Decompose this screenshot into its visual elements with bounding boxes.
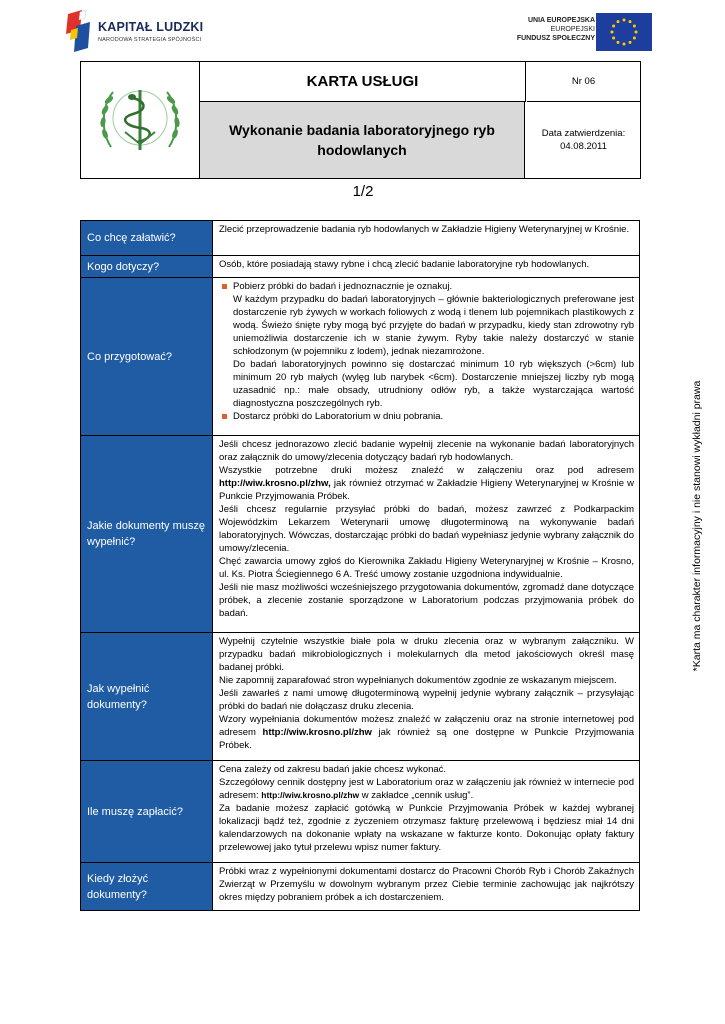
how-p4-text-a: Wzory wypełniania dokumentów możesz znaleźć w załączeniu oraz na stronie internetowej pod adresem: [219, 714, 634, 738]
row-label-what: Co chcę załatwić?: [81, 221, 213, 256]
row-value-when: Próbki wraz z wypełnionymi dokumentami dostarcz do Pracowni Chorób Ryb i Chorób Zakaźnych Zwierząt w Przemyślu w dowolnym wybranym przez Ciebie terminie zachowując jak najkrótszy okres między pobraniem próbek a ich dostarczeniem.: [213, 863, 640, 911]
prepare-bullet-1: Pobierz próbki do badań i jednoznacznie je oznakuj.: [219, 280, 634, 293]
documents-paragraph-2: [219, 464, 634, 503]
pay-link[interactable]: http://wiw.krosno.pl/zhw: [261, 790, 360, 800]
approval-date: [527, 102, 640, 178]
row-value-documents: [213, 436, 640, 633]
documents-paragraph-4: Chęć zawarcia umowy zgłoś do Kierownika Zakładu Higieny Weterynaryjnej w Krośnie – Krosno, ul. Ks. Piotra Ściegiennego 6 A. Treść umowy zostanie uzgodniona indywidualnie.: [219, 556, 634, 580]
row-label-when: Kiedy złożyć dokumenty?: [81, 863, 213, 911]
how-paragraph-1: Wypełnij czytelnie wszystkie białe pola w druku zlecenia oraz w wybranym załączniku. W przypadku badań mikrobiologicznych i molekularnych dla metod jakościowych określ masę badanej próbki.: [219, 636, 634, 673]
table-row: [81, 436, 640, 633]
kapital-ludzki-logo: [66, 8, 206, 52]
table-row: [81, 761, 640, 863]
table-row: [81, 256, 640, 278]
row-label-prepare: Co przygotować?: [81, 278, 213, 436]
documents-paragraph-3: Jeśli chcesz regularnie przysyłać próbki do badań, możesz zawrzeć z Podkarpackim Wojewódzkim Lekarzem Weterynarii umowę długoterminową na wykonywanie badań laboratoryjnych. Wówczas, dostarczając próbki do badań wypełniasz jedynie wybrany załącznik do umowy/zlecenia.: [219, 504, 634, 554]
row-label-who: Kogo dotyczy?: [81, 256, 213, 278]
vet-emblem-cell: [81, 62, 200, 178]
row-value-how: [213, 633, 640, 761]
table-row: [81, 221, 640, 256]
side-disclaimer-text: *Karta ma charakter informacyjny i nie stanowi wykładni prawa: [691, 380, 703, 671]
page-number: 1/2: [352, 183, 374, 200]
card-title: KARTA USŁUGI: [200, 62, 526, 102]
approval-date-value: 04.08.2011: [560, 141, 607, 152]
table-row: [81, 278, 640, 436]
veterinary-caduceus-icon: [81, 62, 199, 178]
eu-line-2: EUROPEJSKI: [550, 26, 595, 33]
eu-fund-text: [517, 16, 595, 43]
pay-paragraph-2: [219, 776, 634, 802]
eu-flag-icon: [596, 13, 652, 51]
row-label-documents: Jakie dokumenty muszę wypełnić?: [81, 436, 213, 633]
approval-date-label: Data zatwierdzenia:: [541, 128, 626, 139]
table-row: [81, 633, 640, 761]
prepare-bullet-2: Dostarcz próbki do Laboratorium w dniu pobrania.: [219, 410, 634, 423]
pay-p2-text-b: w zakładce „cennik usług”.: [361, 790, 474, 801]
pay-p2-text-a: Szczegółowy cennik dostępny jest w Laboratorium oraz w załączeniu jak również w internecie pod adresem:: [219, 777, 634, 801]
row-label-pay: Ile muszę zapłacić?: [81, 761, 213, 863]
row-value-prepare: [213, 278, 640, 436]
service-name: Wykonanie badania laboratoryjnego ryb hodowlanych: [200, 102, 525, 178]
how-paragraph-3: Jeśli zawarłeś z nami umowę długoterminową wypełnij jedynie wybrany załącznik – przysyłając próbki do badań nie dołączasz druku zlecenia.: [219, 688, 634, 712]
how-paragraph-2: Nie zapomnij zaparafować stron wypełnianych dokumentów zgodnie ze wskazanym miejscem.: [219, 675, 617, 686]
table-row: [81, 863, 640, 911]
prepare-paragraph-2: Do badań laboratoryjnych powinno się dostarczać minimum 10 ryb większych (>6cm) lub minimum 20 ryb małych (wylęg lub narybek <6cm). Dostarczenie mniejszej liczby ryb mogą uzasadnić np.: małe obsady, utrudniony odłów ryb, a także wystarczająca wartość diagnostyczna poszczególnych ryb.: [233, 359, 634, 409]
row-value-pay: [213, 761, 640, 863]
kapital-ludzki-title: KAPITAŁ LUDZKI: [98, 20, 204, 34]
pay-paragraph-3: Za badanie możesz zapłacić gotówką w Punkcie Przyjmowania Próbek w każdej wybranej lokalizacji bądź też, zgodnie z życzeniem otrzymasz fakturę przelewową i będziesz miał 14 dni kalendarzowych na dokonanie wpłaty na wskazane w fakturze konto. Dokonując opłaty faktury przelewowej jako tytuł przelewu wpisz numer faktury.: [219, 803, 634, 853]
how-link[interactable]: http://wiw.krosno.pl/zhw: [262, 727, 372, 738]
documents-p2-text-a: Wszystkie potrzebne druki możesz znaleźć w załączeniu oraz pod adresem: [219, 465, 634, 476]
how-p4-text-b: jak również są one dostępne w Punkcie Przyjmowania Próbek.: [219, 727, 635, 751]
prepare-paragraph-1: W każdym przypadku do badań laboratoryjnych – głównie bakteriologicznych preferowane jest dostarczenie ryb żywych w workach foliowych z wodą i tlenem lub pojemnikach plastikowych z wodą. Świeżo śnięte ryby mogą być przyjęte do badań w przypadku, kiedy stan zdrowotny ryb uniemożliwia dostarczenie ich w stanie żywym. Ryby takie należy dostarczyć w stanie schłodzonym (w pojemniku z lodem), jednak niezamrożone.: [233, 294, 634, 357]
documents-paragraph-1: Jeśli chcesz jednorazowo zlecić badanie wypełnij zlecenie na wykonanie badań laboratoryjnych oraz załącznik do umowy/zlecenia dotyczący badań ryb hodowlanych.: [219, 439, 634, 463]
service-info-table: [80, 220, 640, 911]
kapital-ludzki-logo-icon: [66, 8, 92, 52]
pay-paragraph-1: Cena zależy od zakresu badań jakie chcesz wykonać.: [219, 764, 447, 775]
kapital-ludzki-subtitle: NARODOWA STRATEGIA SPÓJNOŚCI: [98, 37, 202, 43]
eu-line-3: FUNDUSZ SPOŁECZNY: [516, 35, 595, 42]
service-card-header: [80, 61, 641, 179]
eu-line-1: UNIA EUROPEJSKA: [527, 17, 595, 24]
documents-p2-text-b: jak również otrzymać w Zakładzie Higieny Weterynaryjnej w Krośnie w Punkcie Przyjmowania Próbek.: [219, 478, 634, 502]
how-paragraph-4: [219, 713, 634, 752]
card-number: Nr 06: [527, 62, 640, 102]
documents-paragraph-5: Jeśli nie masz możliwości wcześniejszego przygotowania dokumentów, zgromadź dane dotyczące próbek, a zlecenie zostanie sporządzone w Laboratorium podczas przyjmowania próbek do badań.: [219, 582, 634, 619]
row-value-what: Zlecić przeprowadzenie badania ryb hodowlanych w Zakładzie Higieny Weterynaryjnej w Krośnie.: [213, 221, 640, 256]
row-value-who: Osób, które posiadają stawy rybne i chcą zlecić badanie laboratoryjne ryb hodowlanych.: [213, 256, 640, 278]
documents-link[interactable]: http://wiw.krosno.pl/zhw,: [219, 478, 331, 489]
row-label-how: Jak wypełnić dokumenty?: [81, 633, 213, 761]
side-disclaimer: [684, 363, 710, 688]
